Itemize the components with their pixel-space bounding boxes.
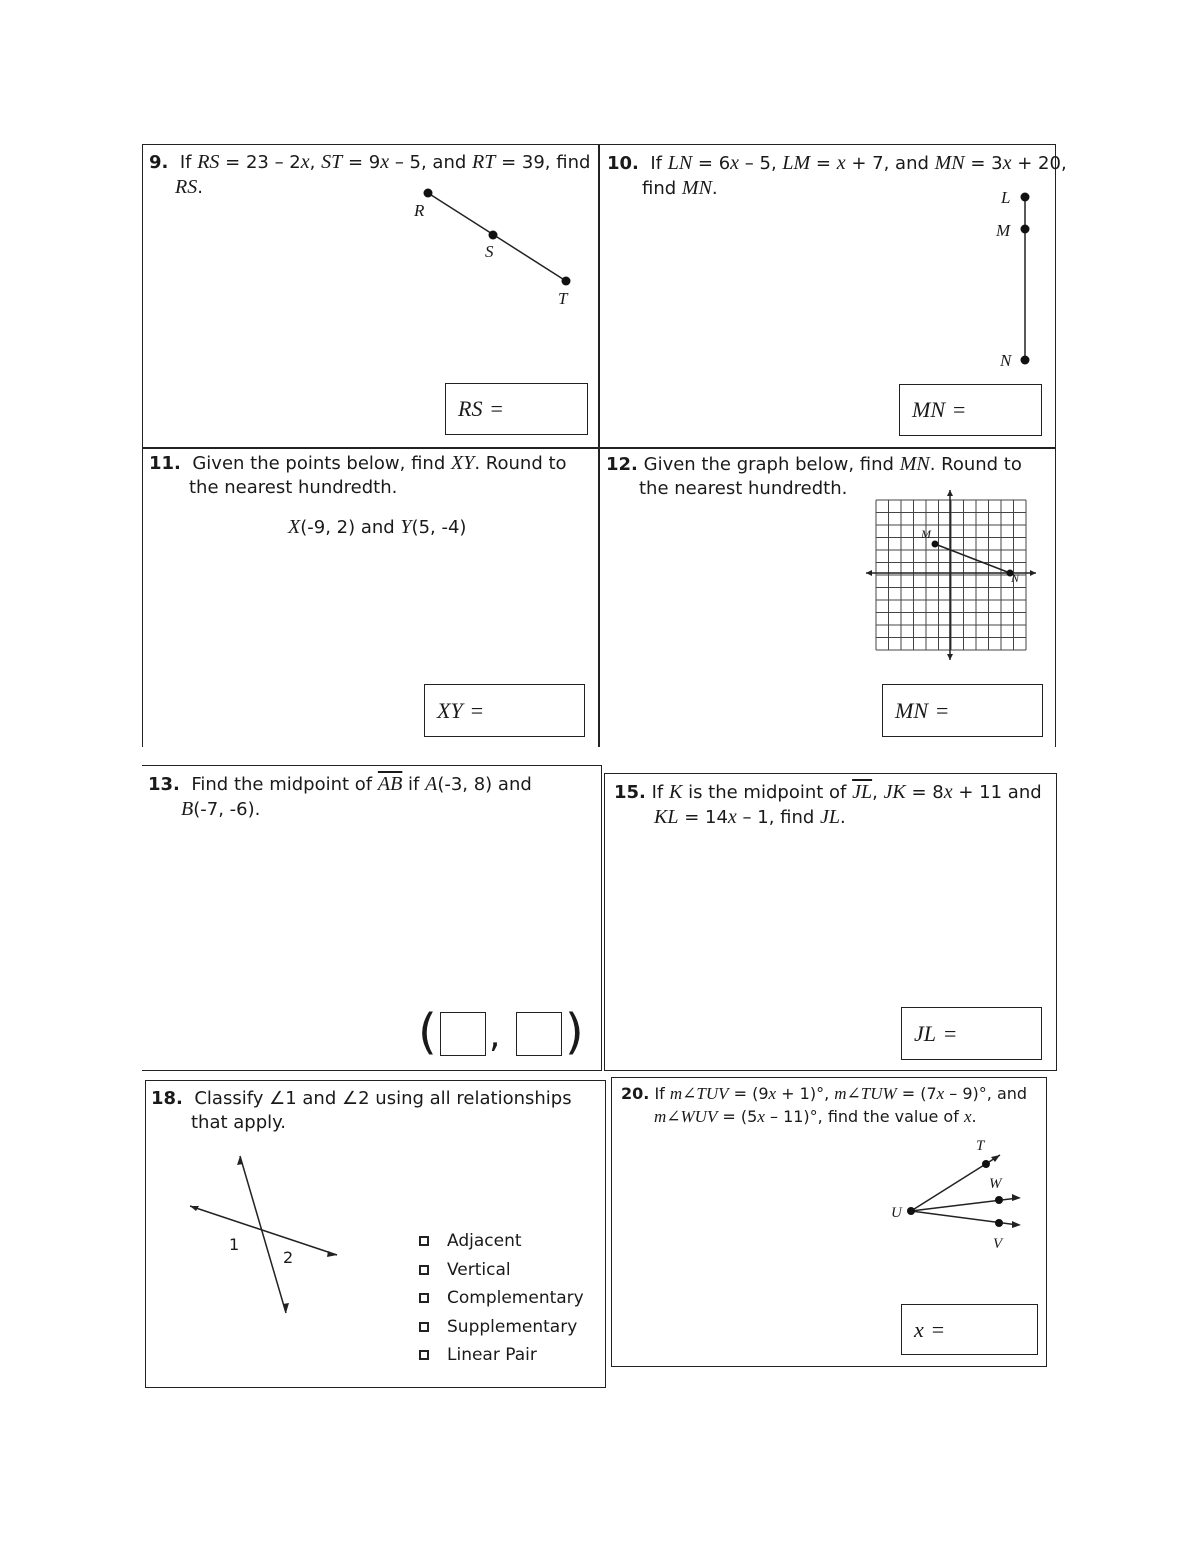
option-complementary[interactable]: Complementary bbox=[419, 1284, 584, 1313]
point-m-graph bbox=[932, 541, 939, 548]
midpoint-comma: , bbox=[489, 1015, 501, 1056]
segment-lmn-figure bbox=[1015, 188, 1035, 368]
label-n: N bbox=[1000, 351, 1012, 370]
point-w-ray bbox=[995, 1196, 1003, 1204]
problem-12-text: 12. Given the graph below, find MN. Round to the nearest hundredth. bbox=[606, 453, 1022, 499]
answer-box-mn-12[interactable]: MN = bbox=[882, 684, 1043, 737]
option-adjacent[interactable]: Adjacent bbox=[419, 1227, 584, 1256]
point-m bbox=[1021, 225, 1030, 234]
label-m: M bbox=[996, 221, 1011, 240]
point-s bbox=[489, 231, 498, 240]
label-v-ray: V bbox=[993, 1236, 1003, 1252]
problem-20-text: 20. If m∠TUV = (9x + 1)°, m∠TUW = (7x – 9)°, and m∠WUV = (5x – 11)°, find the value of x. bbox=[621, 1084, 1028, 1126]
label-w-ray: W bbox=[989, 1176, 1002, 1192]
midpoint-x-input[interactable] bbox=[440, 1012, 486, 1056]
problem-10-text: 10. If LN = 6x – 5, LM = x + 7, and MN = 3x + 20, find MN. bbox=[607, 152, 1067, 199]
problem-number: 9. bbox=[149, 152, 169, 173]
label-s: S bbox=[485, 242, 494, 261]
relationship-options bbox=[419, 1227, 584, 1370]
option-linear-pair[interactable]: Linear Pair bbox=[419, 1341, 584, 1370]
midpoint-paren-close: ) bbox=[565, 1004, 584, 1060]
problem-11-text: 11. Given the points below, find XY. Round to the nearest hundredth. bbox=[149, 452, 567, 498]
problem-15-text: 15. If K is the midpoint of $\overline{JL}$, JK = 8x + 11 and KL = 14x – 1, find JL. bbox=[614, 781, 1042, 828]
point-l bbox=[1021, 193, 1030, 202]
answer-box-mn-10[interactable]: MN = bbox=[899, 384, 1042, 436]
midpoint-paren-open: ( bbox=[418, 1004, 437, 1060]
label-m-graph: M bbox=[921, 527, 931, 541]
angle-tuw-figure bbox=[900, 1145, 1030, 1235]
midpoint-y-input[interactable] bbox=[516, 1012, 562, 1056]
point-v-ray bbox=[995, 1219, 1003, 1227]
point-r bbox=[424, 189, 433, 198]
problem-13-text: 13. Find the midpoint of $\overline{AB}$ if A(-3, 8) and B(-7, -6). bbox=[148, 773, 532, 820]
intersecting-lines-figure bbox=[185, 1150, 345, 1320]
label-n-graph: N bbox=[1011, 571, 1020, 585]
label-u-ray: U bbox=[891, 1205, 902, 1221]
checkbox-icon[interactable] bbox=[419, 1293, 429, 1303]
checkbox-icon[interactable] bbox=[419, 1236, 429, 1246]
label-t: T bbox=[558, 289, 568, 308]
answer-box-jl[interactable]: JL = bbox=[901, 1007, 1042, 1060]
label-r: R bbox=[414, 201, 425, 220]
answer-box-xy[interactable]: XY = bbox=[424, 684, 585, 737]
label-t-ray: T bbox=[976, 1138, 985, 1154]
problem-9-text: 9. If RS = 23 – 2x, ST = 9x – 5, and RT = 39, find RS. bbox=[149, 151, 591, 198]
point-t-ray bbox=[982, 1160, 990, 1168]
angle-1-label: 1 bbox=[229, 1235, 240, 1254]
answer-box-rs[interactable]: RS = bbox=[445, 383, 588, 435]
angle-2-label: 2 bbox=[283, 1248, 294, 1267]
problem-18-text: 18. Classify ∠1 and ∠2 using all relationships that apply. bbox=[151, 1088, 572, 1133]
checkbox-icon[interactable] bbox=[419, 1322, 429, 1332]
point-t bbox=[562, 277, 571, 286]
option-supplementary[interactable]: Supplementary bbox=[419, 1313, 584, 1342]
point-u bbox=[907, 1207, 915, 1215]
checkbox-icon[interactable] bbox=[419, 1265, 429, 1275]
points-xy: X(-9, 2) and Y(5, -4) bbox=[288, 516, 467, 538]
label-l: L bbox=[1001, 188, 1011, 207]
checkbox-icon[interactable] bbox=[419, 1350, 429, 1360]
answer-box-x[interactable]: x = bbox=[901, 1304, 1038, 1355]
point-n bbox=[1021, 356, 1030, 365]
option-vertical[interactable]: Vertical bbox=[419, 1256, 584, 1285]
